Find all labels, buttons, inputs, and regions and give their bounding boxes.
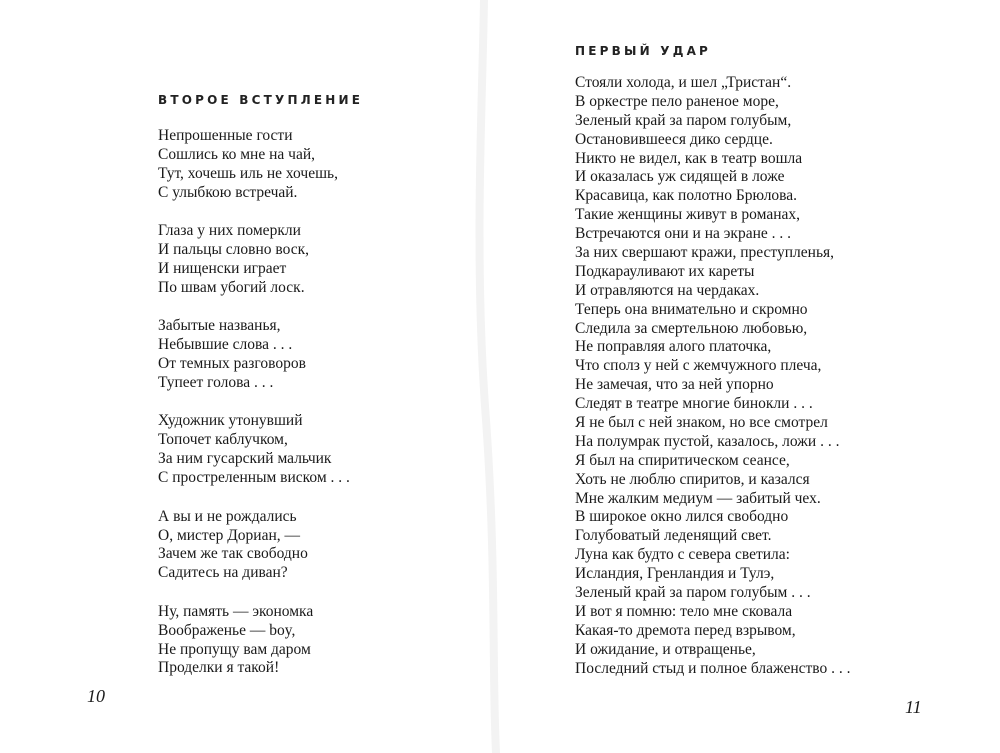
poem-line: Зеленый край за паром голубым,: [575, 111, 792, 129]
poem-line: Непрошенные гости: [158, 127, 293, 144]
poem-line: В широкое окно лился свободно: [575, 508, 789, 526]
poem-line: И нищенски играет: [158, 259, 287, 277]
poem-line: Какая-то дремота перед взрывом,: [575, 621, 796, 639]
poem-line: Следят в театре многие бинокли . . .: [575, 395, 813, 413]
stanza: [158, 412, 350, 488]
poem-line: Исландия, Гренландия и Тулэ,: [575, 565, 775, 583]
poem-line: Не пропущу вам даром: [158, 640, 311, 658]
poem-line: По швам убогий лоск.: [158, 278, 305, 296]
right-page: [500, 0, 1000, 753]
poem-line: Подкарауливают их кареты: [575, 262, 755, 280]
poem-line: Садитесь на диван?: [158, 564, 288, 582]
poem-line: Я не был с ней знаком, но все смотрел: [575, 414, 828, 432]
left-page: [0, 0, 490, 753]
poem-line: За них свершают кражи, преступленья,: [575, 244, 835, 262]
poem-line: Голубоватый леденящий свет.: [575, 527, 772, 545]
stanza: [158, 317, 350, 393]
poem-line: С улыбкою встречай.: [158, 183, 298, 201]
poem-line: Воображенье — boy,: [158, 621, 296, 639]
poem-body: [158, 127, 350, 698]
poem-line: Стояли холода, и шел „Тристан“.: [575, 74, 792, 91]
poem-line: Забытые названья,: [158, 317, 281, 335]
poem-line: И отравляются на чердаках.: [575, 281, 760, 299]
poem-line: Не поправляя алого платочка,: [575, 338, 772, 356]
poem-line: Теперь она внимательно и скромно: [575, 300, 808, 318]
page-number: 11: [905, 697, 922, 717]
poem-line: И вот я помню: тело мне сковала: [575, 602, 793, 620]
poem-line: На полумрак пустой, казалось, ложи . . .: [575, 432, 840, 450]
poem-line: За ним гусарский мальчик: [158, 450, 332, 468]
poem-line: И ожидание, и отвращенье,: [575, 640, 756, 658]
poem-line: Глаза у них померкли: [158, 222, 301, 240]
poem-body: [575, 74, 851, 679]
poem-line: Красавица, как полотно Брюлова.: [575, 187, 798, 205]
poem-line: Такие женщины живут в романах,: [575, 206, 801, 224]
poem-line: Мне жалким медиум — забитый чех.: [575, 489, 821, 507]
stanza: [158, 222, 350, 298]
poem-line: Хоть не люблю спиритов, и казался: [575, 470, 810, 488]
poem-line: Остановившееся дико сердце.: [575, 130, 773, 148]
poem-line: Зеленый край за паром голубым . . .: [575, 584, 811, 602]
poem-line: О, мистер Дориан, —: [158, 526, 300, 544]
poem-line: Проделки я такой!: [158, 659, 280, 677]
poem-title: ПЕРВЫЙ УДАР: [575, 44, 712, 58]
poem-line: Я был на спиритическом сеансе,: [575, 451, 790, 469]
stanza: [158, 127, 350, 203]
poem-line: А вы и не рождались: [158, 507, 297, 525]
poem-line: Следила за смертельною любовью,: [575, 319, 808, 337]
poem-line: С простреленным виском . . .: [158, 469, 350, 487]
poem-line: Небывшие слова . . .: [158, 336, 293, 354]
poem-line: В оркестре пело раненое море,: [575, 92, 779, 110]
page-number: 10: [87, 686, 105, 706]
poem-line: Встречаются они и на экране . . .: [575, 225, 791, 243]
stanza: [158, 603, 350, 679]
poem-line: Никто не видел, как в театр вошла: [575, 149, 803, 167]
poem-line: Топочет каблучком,: [158, 431, 288, 449]
poem-line: Последний стыд и полное блаженство . . .: [575, 659, 851, 677]
poem-line: Луна как будто с севера светила:: [575, 546, 790, 564]
poem-line: От темных разговоров: [158, 355, 306, 373]
poem-title: ВТОРОЕ ВСТУПЛЕНИЕ: [158, 93, 364, 107]
poem-line: Тут, хочешь иль не хочешь,: [158, 164, 338, 182]
poem-line: Сошлись ко мне на чай,: [158, 145, 315, 163]
poem-line: И оказалась уж сидящей в ложе: [575, 168, 785, 186]
poem-line: И пальцы словно воск,: [158, 241, 310, 259]
poem-line: Ну, память — экономка: [158, 602, 314, 620]
stanza: [158, 508, 350, 584]
poem-line: Не замечая, что за ней упорно: [575, 376, 774, 394]
poem-line: Художник утонувший: [158, 412, 303, 430]
poem-line: Зачем же так свободно: [158, 545, 308, 563]
poem-line: Что сполз у ней с жемчужного плеча,: [575, 357, 822, 375]
poem-line: Тупеет голова . . .: [158, 373, 274, 391]
